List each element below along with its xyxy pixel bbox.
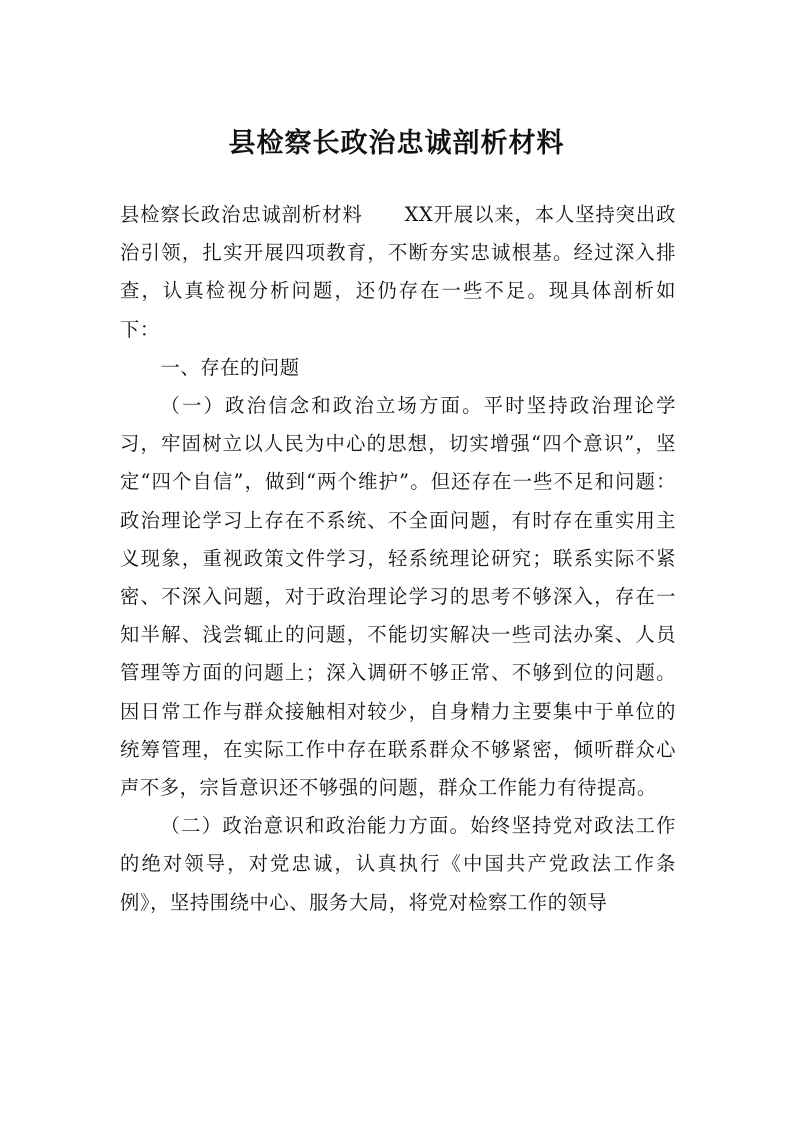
subsection-1-paragraph: （一）政治信念和政治立场方面。平时坚持政治理论学习，牢固树立以人民为中心的思想，切实增强“四个意识”，坚定“四个自信”，做到“两个维护”。但还存在一些不足和问题：政治理论学习上存在不系统、不全面问题，有时存在重实用主义现象，重视政策文件学习，轻系统理论研究；联系实际不紧密、不深入问题，对于政治理论学习的思考不够深入，存在一知半解、浅尝辄止的问题，不能切实解决一些司法办案、人员管理等方面的问题上；深入调研不够正常、不够到位的问题。因日常工作与群众接触相对较少，自身精力主要集中于单位的统筹管理，在实际工作中存在联系群众不够紧密，倾听群众心声不多，宗旨意识还不够强的问题，群众工作能力有待提高。 (120, 394, 676, 800)
document-body (120, 196, 676, 922)
section-heading-problems: 一、存在的问题 (160, 355, 300, 379)
intro-body-text: XX开展以来，本人坚持突出政治引领，扎实开展四项教育，不断夯实忠诚根基。经过深入排查，认真检视分析问题，还仍存在一些不足。现具体剖析如下： (120, 203, 676, 341)
intro-paragraph (120, 196, 676, 349)
document-title: 县检察长政治忠诚剖析材料 (228, 128, 565, 159)
intro-lead-title: 县检察长政治忠诚剖析材料 (120, 203, 363, 226)
subsection-2-paragraph: （二）政治意识和政治能力方面。始终坚持党对政法工作的绝对领导，对党忠诚，认真执行《中国共产党政法工作条例》，坚持围绕中心、服务大局，将党对检察工作的领导 (120, 814, 676, 914)
